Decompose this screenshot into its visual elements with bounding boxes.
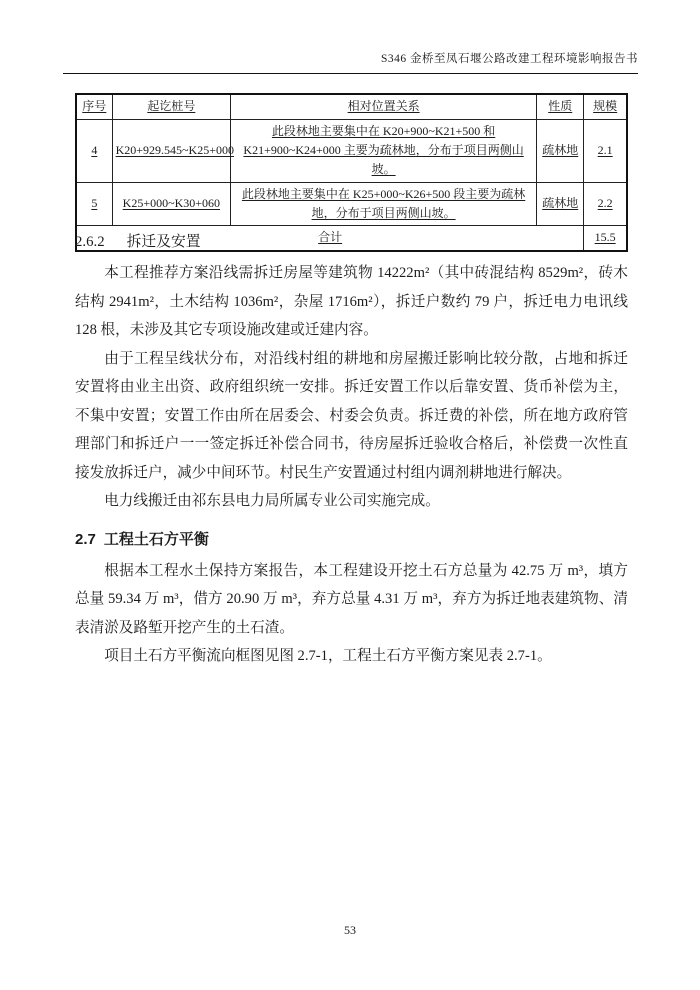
paragraph-earthwork-1: 根据本工程水土保持方案报告，本工程建设开挖土石方总量为 42.75 万 m³，填方总量 59.34 万 m³，借方 20.90 万 m³，弃方总量 4.31 万 m³，弃方为拆迁地表建筑物、清表清淤及路堑开挖产生的土石渣。 (75, 562, 628, 636)
total-label: 合计 (76, 225, 584, 251)
cell-relation: 此段林地主要集中在 K20+900~K21+500 和 K21+900~K24+000 主要为疏林地，分布于项目两侧山坡。 (231, 120, 537, 183)
cell-scale: 2.1 (584, 120, 627, 183)
cell-stake: K20+929.545~K25+000 (112, 120, 230, 183)
col-header-nature: 性质 (537, 94, 584, 120)
col-header-stake: 起讫桩号 (112, 94, 230, 120)
section-title: 工程土石方平衡 (103, 530, 209, 548)
table-header-row (76, 94, 627, 120)
section-number: 2.7 (75, 530, 96, 548)
cell-seq: 4 (76, 120, 112, 183)
cell-relation: 此段林地主要集中在 K25+000~K26+500 段主要为疏林地，分布于项目两侧山坡。 (231, 182, 537, 225)
table-row (76, 182, 627, 225)
table-row (76, 120, 627, 183)
section-number: 2.6.2 (75, 234, 105, 250)
section-title: 拆迁及安置 (126, 234, 201, 250)
cell-scale: 2.2 (584, 182, 627, 225)
cell-nature: 疏林地 (537, 182, 584, 225)
paragraph-demolition-2: 由于工程呈线状分布，对沿线村组的耕地和房屋搬迁影响比较分散，占地和拆迁安置将由业主出资、政府组织统一安排。拆迁安置工作以后靠安置、货币补偿为主，不集中安置；安置工作由所在居委会、村委会负责。拆迁费的补偿，所在地方政府管理部门和拆迁户一一签定拆迁补偿合同书，待房屋拆迁验收合格后，补偿费一次性直接发放拆迁户，减少中间环节。村民生产安置通过村组内调剂耕地进行解决。 (75, 350, 628, 481)
cell-nature: 疏林地 (537, 120, 584, 183)
col-header-scale: 规模 (584, 94, 627, 120)
report-title: S346 金桥至凤石堰公路改建工程环境影响报告书 (380, 53, 638, 65)
section-heading-2-7 (75, 528, 628, 549)
col-header-relation: 相对位置关系 (231, 94, 537, 120)
cell-stake: K25+000~K30+060 (112, 182, 230, 225)
paragraph-demolition-3: 电力线搬迁由祁东县电力局所属专业公司实施完成。 (104, 493, 440, 509)
page-header (63, 50, 638, 74)
col-header-seq: 序号 (76, 94, 112, 120)
cell-seq: 5 (76, 182, 112, 225)
section-heading-2-6-2 (75, 230, 628, 251)
page-number: 53 (344, 923, 356, 937)
total-value: 15.5 (584, 225, 627, 251)
paragraph-earthwork-2: 项目土石方平衡流向框图见图 2.7-1，工程土石方平衡方案见表 2.7-1。 (104, 648, 552, 664)
document-body (75, 224, 628, 671)
paragraph-demolition-1: 本工程推荐方案沿线需拆迁房屋等建筑物 14222m²（其中砖混结构 8529m²，砖木结构 2941m²，土木结构 1036m²，杂屋 1716m²），拆迁户数约 79 户，拆迁电力电讯线 128 根，未涉及其它专项设施改建或迁建内容。 (75, 265, 628, 338)
